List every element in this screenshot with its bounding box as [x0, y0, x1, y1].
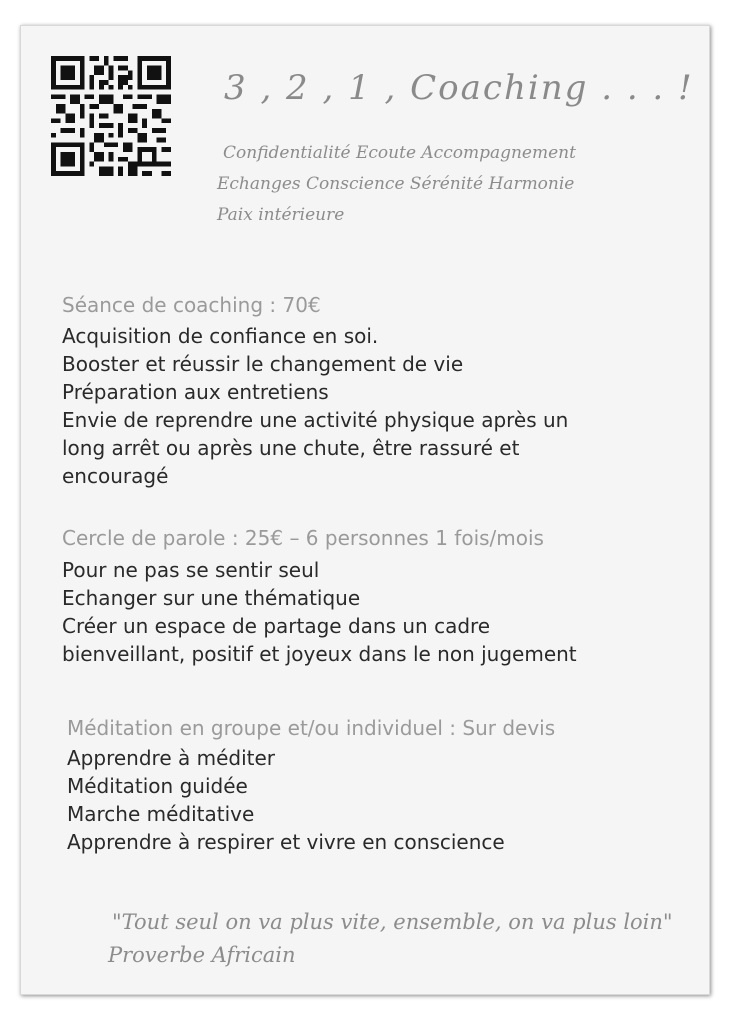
- section-heading-title: Méditation en groupe et/ou individuel: [67, 716, 443, 740]
- section-line: Marche méditative: [67, 802, 255, 826]
- section-line: Echanger sur une thématique: [62, 586, 361, 610]
- section-line: Apprendre à respirer et vivre en conscience: [67, 830, 505, 854]
- section-line: Apprendre à méditer: [67, 746, 275, 770]
- section-heading-detail: : Sur devis: [442, 716, 556, 740]
- section-heading-detail: : 25€ – 6 personnes 1 fois/mois: [225, 526, 544, 550]
- brand-title: 3 , 2 , 1 , Coaching . . . !: [224, 68, 694, 108]
- quote-text: "Tout seul on va plus vite, ensemble, on va plus loin": [112, 910, 673, 934]
- section-line: Pour ne pas se sentir seul: [62, 558, 320, 582]
- values-line: Confidentialité Ecoute Accompagnement: [223, 143, 576, 163]
- section-cercle-de-parole: [62, 524, 692, 668]
- section-heading-title: Séance de coaching: [62, 293, 264, 317]
- section-line: Créer un espace de partage dans un cadre: [62, 614, 491, 638]
- values-list: [217, 138, 576, 231]
- values-line: Paix intérieure: [217, 205, 345, 225]
- section-coaching: [62, 291, 692, 490]
- flyer-card: [20, 25, 710, 995]
- qr-code-icon: [51, 56, 171, 176]
- section-line: bienveillant, positif et joyeux dans le non jugement: [62, 642, 577, 666]
- section-line: Envie de reprendre une activité physique après un: [62, 408, 569, 432]
- section-heading: [62, 291, 692, 319]
- section-heading-detail: : 70€: [263, 293, 321, 317]
- section-line: encouragé: [62, 464, 169, 488]
- section-line: Préparation aux entretiens: [62, 380, 329, 404]
- section-heading: [62, 524, 692, 552]
- section-heading-title: Cercle de parole: [62, 526, 226, 550]
- section-line: Booster et réussir le changement de vie: [62, 352, 464, 376]
- quote-author: Proverbe Africain: [108, 943, 296, 967]
- section-meditation: [67, 714, 697, 856]
- section-line: Méditation guidée: [67, 774, 248, 798]
- proverb-quote: [108, 906, 673, 972]
- section-heading: [67, 714, 697, 742]
- section-line: Acquisition de confiance en soi.: [62, 324, 379, 348]
- section-line: long arrêt ou après une chute, être rassuré et: [62, 436, 520, 460]
- values-line: Echanges Conscience Sérénité Harmonie: [217, 174, 575, 194]
